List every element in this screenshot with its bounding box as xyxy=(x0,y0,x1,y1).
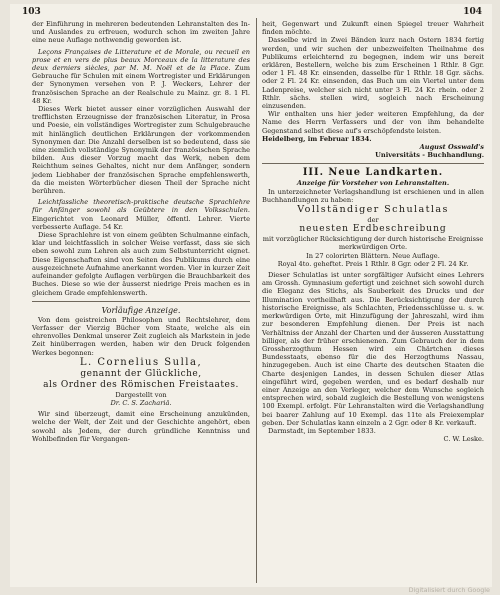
sprachlehre-description: Diese Sprachlehre ist von einem geübten Schulmanne einfach, klar und leichtfasslich in solcher Weise verfasst, dass sie sich eben sowohl zum Lehren als auch zum Selbstunterricht eignet. Diese Eigenschaften sind von Seiten des Publikums durch eine ausgezeichnete Aufnahme anerkannt worden. Vier in kurzer Zeit aufeinander gefolgte Auflagen verbürgen die Brauchbarkeit des Buches. Diese so wie der äusserst niedrige Preis machen es in gleichem Grade empfehlenswerth. xyxy=(32,231,250,297)
atlas-der: der xyxy=(367,216,379,225)
signature-leske: C. W. Leske. xyxy=(443,435,484,444)
continued-paragraph: heit, Gegenwart und Zukunft einen Spiegel treuer Wahrheit finden möchte. xyxy=(262,20,484,37)
atlas-title: Vollständiger Schulatlas xyxy=(297,204,449,216)
sulla-title: L. Cornelius Sulla, xyxy=(79,356,203,368)
sulla-subtitle-2: als Ordner des Römischen Freistaates. xyxy=(43,379,239,390)
atlas-edition: In 27 colorirten Blättern. Neue Auflage. xyxy=(306,251,440,260)
author-name: Dr. C. S. Zachariä. xyxy=(110,398,172,407)
newspaper-page xyxy=(10,4,492,587)
page-number-right: 104 xyxy=(463,7,482,17)
section-rule-right xyxy=(262,163,484,164)
intro-paragraph: der Einführung in mehreren bedeutenden Lehranstalten des In- und Auslandes zu erfreuen, wodurch schon im zweiten Jahre eine neue Auflage nothwendig geworden ist. xyxy=(32,20,250,45)
page-number-left: 103 xyxy=(22,7,41,17)
vorlaeufige-anzeige-heading: Vorläufige Anzeige. xyxy=(101,305,181,315)
sulla-announcement: Wir sind überzeugt, damit eine Erscheinung anzukünden, welche der Welt, der Zeit und der Geschichte angehört, eben sowohl als Jedem, der durch gründliche Kenntniss und Wohlbefinden für Vergangen- xyxy=(32,410,250,443)
atlas-price: Royal 4to. geheftet. Preis 1 Rthlr. 8 Ggr. oder 2 Fl. 24 Kr. xyxy=(277,259,469,268)
order-paragraph: Dasselbe wird in Zwei Bänden kurz nach Ostern 1834 fertig werden, und wir suchen der unbezweifelten Theilnahme des Publikums erleichternd zu begegnen, indem wir uns bereit erklären, Bestellern, welche bis zum Erscheinen 1 Rthlr. 8 Ggr. oder 1 Fl. 48 Kr. einsenden, dasselbe für 1 Rthlr. 18 Ggr. sächs. oder 2 Fl. 24 Kr. einsenden, das Buch um ein Viertel unter dem Ladenpreise, welcher sich nicht unter 3 Fl. 24 Kr. rhein. oder 2 Rthlr. sächs. stellen wird, sogleich nach Erscheinung einzusenden. xyxy=(262,36,484,111)
column-divider xyxy=(256,18,257,583)
place-date: Heidelberg, im Februar 1834. xyxy=(262,134,372,143)
lecons-details: Zum Gebrauche für Schulen mit einem Wortregister und Erklärungen der Synonymen versehen von P. J. Weckers, Lehrer der französischen Sprache an der Realschule zu Mainz. gr. 8. 1 Fl. 48 Kr. xyxy=(32,64,250,105)
atlas-description: mit vorzüglicher Rücksichtigung der durch historische Ereignisse merkwürdigen Orte. xyxy=(262,235,484,252)
section-heading: III. Neue Landkarten. xyxy=(302,167,444,179)
sulla-subtitle: genannt der Glückliche, xyxy=(80,368,202,379)
place-date-2: Darmstadt, im September 1833. xyxy=(268,426,376,435)
dargestellt-label: Dargestellt von xyxy=(115,390,167,399)
google-watermark: Digitalisiert durch Google xyxy=(408,586,490,594)
section-rule xyxy=(32,301,250,302)
section-subheading: Anzeige für Vorsteher von Lehranstalten. xyxy=(296,179,450,188)
sprachlehre-entry xyxy=(32,198,250,231)
publisher-notice: In unterzeichneter Verlagshandlung ist erschienen und in allen Buchhandlungen zu haben: xyxy=(262,187,484,204)
atlas-subtitle: neuesten Erdbeschreibung xyxy=(299,224,447,235)
sprachlehre-details: Eingerichtet von Leonard Müller, öffentl. Lehrer. Vierte verbesserte Auflage. 54 Kr. xyxy=(32,214,250,231)
lecons-title: Leçons Françaises de Litterature et de Morale, ou recueil en prose et en vers de plus beaux Morceaux de la litterature des deux derniers siècles, par M. M. Noël et de la Place. xyxy=(32,47,250,73)
lecons-description: Dieses Werk bietet ausser einer vorzüglichen Auswahl der trefflichsten Erzeugnisse der französischen Literatur, in Prosa und Poesie, ein vollständiges Wortregister zum Schulgebrauche mit hinlänglich deutlichen Erklärungen der vorkommenden Synonymen dar. Die Anzahl derselben ist so bedeutend, dass sie eine ziemlich vollständige Synonymik der französischen Sprache bilden. Aus dieser Vorzug macht das Werk, neben dem Reichthum seines Gehaltes, nicht nur dem Anfänger, sondern jedem Liebhaber der französischen Sprache empfehlenswerth, da die meisten Wörterbücher diesen Theil der Sprache nicht berühren. xyxy=(32,105,250,196)
recommendation-paragraph: Wir enthalten uns hier jeder weiteren Empfehlung, da der Name des Herrn Verfassers und der von ihm behandelte Gegenstand selbst diese auf's erschöpfendste leisten. xyxy=(262,110,484,135)
signature-name: August Osswald's xyxy=(419,143,484,152)
right-column xyxy=(262,20,484,443)
left-column xyxy=(32,20,250,443)
vorlaeufige-paragraph: Von dem geistreichen Philosophen und Rechtslehrer, dem Verfasser der Vierzig Bücher vom Staate, welche als ein ehrenvolles Denkmal unserer Zeit zugleich als Markstein in jede Zeit hinüberragen werden, haben wir den Druck folgenden Werkes begonnen: xyxy=(32,315,250,357)
signature-firm: Universitäts - Buchhandlung. xyxy=(375,151,484,160)
atlas-paragraph: Dieser Schulatlas ist unter sorgfältiger Aufsicht eines Lehrers am Grossh. Gymnasium gefertigt und zeichnet sich sowohl durch die Eleganz des Stichs, als Sauberkeit des Drucks und der Illumination vortheilhaft aus. Die Berücksichtigung der durch historische Ereignisse, als Schlachten, Friedensschlüsse u. s. w. merkwürdigen Orte, mit Hinzufügung der Jahreszahl, wird ihm zur besonderen Empfehlung dienen. Der Preis ist nach Verhältniss der Anzahl der Charten und der äusseren Ausstattung billiger, als der früher erschienenen. Zum Gebrauch der in dem Grossherzogthum Hessen wird ein Chärtchen dieses Bundesstaats, ebenso für die des Herzogthums Nassau, hinzugegeben. Auch ist eine Charte des deutschen Staaten die Charte desjenigen Landes, in dessen Schulen dieser Atlas eingeführt wird, gegeben werden, und es bedarf deshalb nur einer Anzeige an den Verleger, welcher dem Wunsche sogleich entsprechen wird, sobald zugleich die Bestellung von wenigstens 100 Exempl. erfolgt. Für Lehranstalten wird die Verlagshandlung bei baarer Zahlung auf 10 Exempl. das 11te als Freiexemplar geben. Der Schulatlas kann einzeln a 2 Ggr. oder 8 Kr. verkauft. xyxy=(262,271,484,427)
sprachlehre-title: Leichtfassliche theoretisch-praktische deutsche Sprachlehre für Anfänger sowohl als Geübtere in den Volksschulen. xyxy=(32,198,250,215)
lecons-entry xyxy=(32,48,250,105)
